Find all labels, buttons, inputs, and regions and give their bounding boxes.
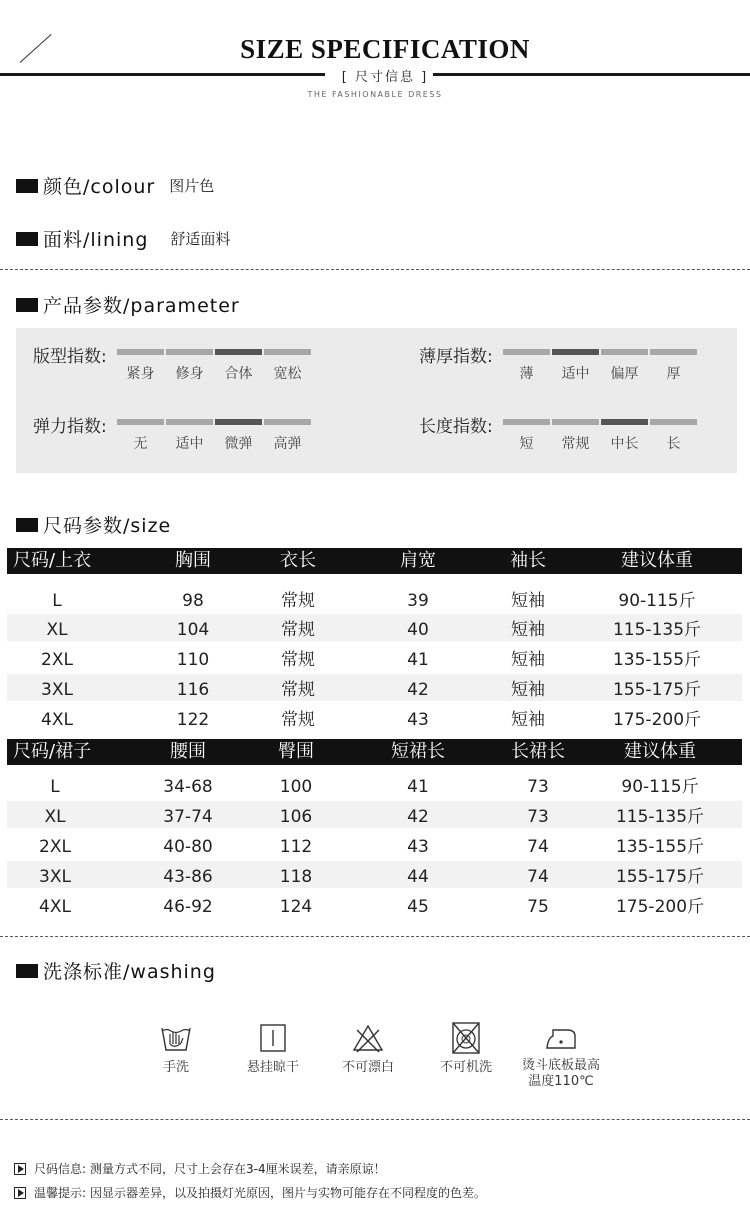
table-cell: L (50, 777, 60, 797)
table-cell: 90-115斤 (621, 777, 699, 797)
table-cell: 短袖 (511, 650, 545, 670)
parameter-scale-segment (215, 349, 262, 355)
table-cell: 40 (407, 620, 429, 640)
table-cell: 110 (176, 650, 210, 670)
parameter-option-label: 修身 (175, 366, 204, 382)
iron-item (518, 1022, 604, 1090)
table-cell: XL (44, 807, 66, 827)
table-cell: 4XL (39, 897, 71, 917)
table-cell: 106 (279, 807, 313, 827)
table-row (7, 801, 742, 828)
table-header-cell: 建议体重 (624, 741, 696, 762)
parameter-option-label: 常规 (561, 436, 590, 452)
tip-note (14, 1184, 486, 1201)
table-row (7, 704, 742, 731)
table-cell: 42 (407, 807, 429, 827)
table-cell: 74 (527, 867, 549, 887)
table-cell: 104 (176, 620, 210, 640)
colour-row (16, 172, 214, 199)
table-row (7, 831, 742, 858)
table-header-cell: 袖长 (510, 550, 546, 571)
no-bleach-icon (350, 1022, 386, 1054)
table-cell: 常规 (281, 620, 315, 640)
parameter-option-label: 高弹 (273, 436, 302, 452)
table-cell: 常规 (281, 710, 315, 730)
table-cell: 118 (279, 867, 313, 887)
table-header-cell: 臀围 (278, 741, 314, 762)
table-cell: 2XL (41, 650, 73, 670)
table-cell: 115-135斤 (615, 807, 705, 827)
parameter-option-label: 薄 (519, 366, 534, 382)
play-arrow-icon (14, 1187, 26, 1199)
table-cell: 41 (407, 777, 429, 797)
table-cell: 124 (279, 897, 313, 917)
tip-note-text: 因显示器差异，以及拍摄灯光原因，图片与实物可能存在不同程度的色差。 (90, 1186, 487, 1200)
table-cell: 73 (527, 777, 549, 797)
parameter-scale-segment (650, 349, 697, 355)
table-row (7, 644, 742, 671)
table-row (7, 861, 742, 888)
parameter-option-label: 中长 (610, 436, 639, 452)
no-machine-wash-item (438, 1022, 494, 1076)
table-cell: 46-92 (163, 897, 213, 917)
lining-label: 面料/lining (43, 229, 149, 251)
table-cell: 2XL (39, 837, 71, 857)
table-cell: 135-155斤 (615, 837, 705, 857)
table-cell: 175-200斤 (615, 897, 705, 917)
parameter-option-label: 紧身 (126, 366, 155, 382)
table-cell: 100 (279, 777, 313, 797)
table-cell: 135-155斤 (612, 650, 702, 670)
parameter-scale-segment (503, 349, 550, 355)
table-cell: 44 (407, 867, 429, 887)
subtitle-cn: [ 尺寸信息 ] (341, 70, 429, 85)
hang-dry-label: 悬挂晾干 (246, 1060, 299, 1075)
table-row (7, 891, 742, 918)
table-cell: 3XL (39, 867, 71, 887)
parameter-option-label: 微弹 (224, 436, 253, 452)
table-row (7, 674, 742, 701)
parameter-group-label: 版型指数: (33, 347, 107, 367)
no-machine-wash-icon (448, 1022, 484, 1054)
table-header-cell: 建议体重 (621, 550, 693, 571)
table-cell: 112 (279, 837, 313, 857)
size-label: 尺码参数/size (43, 515, 172, 537)
parameter-scale-segment (552, 419, 599, 425)
washing-label: 洗涤标准/washing (43, 961, 216, 983)
table-row (7, 771, 742, 798)
table-header-cell: 长裙长 (511, 741, 565, 762)
divider (0, 1119, 750, 1120)
table-cell: 115-135斤 (612, 620, 702, 640)
table-header-cell: 衣长 (280, 550, 316, 571)
parameter-option-label: 适中 (561, 366, 590, 382)
parameter-scale-segment (117, 349, 164, 355)
table-cell: 73 (527, 807, 549, 827)
iron-label-2: 温度110℃ (528, 1074, 594, 1089)
hand-wash-label: 手洗 (162, 1060, 189, 1075)
parameter-option-label: 宽松 (273, 366, 302, 382)
table-cell: 90-115斤 (618, 591, 696, 611)
table-cell: 98 (182, 591, 204, 611)
iron-icon (543, 1022, 579, 1054)
parameter-option-label: 合体 (224, 366, 253, 382)
parameter-group-label: 薄厚指数: (419, 347, 493, 367)
parameter-scale-segment (503, 419, 550, 425)
section-marker-icon (16, 232, 38, 246)
table-header-row (7, 739, 742, 765)
section-marker-icon (16, 964, 38, 978)
table-cell: L (52, 591, 62, 611)
parameter-group-label: 长度指数: (419, 417, 493, 437)
table-cell: 175-200斤 (612, 710, 702, 730)
table-header-cell: 尺码/裙子 (13, 741, 92, 762)
divider (0, 936, 750, 937)
table-row (7, 614, 742, 641)
table-header-cell: 尺码/上衣 (13, 550, 92, 571)
table-cell: 34-68 (163, 777, 213, 797)
table-header-cell: 短裙长 (391, 741, 445, 762)
parameter-scale-segment (166, 419, 213, 425)
parameter-option-label: 无 (133, 436, 148, 452)
colour-label: 颜色/colour (43, 176, 156, 198)
colour-value: 图片色 (169, 177, 215, 195)
table-cell: 116 (176, 680, 210, 700)
hand-wash-icon (158, 1022, 194, 1054)
table-header-row (7, 548, 742, 574)
parameter-option-label: 短 (519, 436, 534, 452)
subtitle-en: THE FASHIONABLE DRESS (307, 90, 443, 99)
table-row (7, 585, 742, 612)
table-cell: 40-80 (163, 837, 213, 857)
divider (0, 269, 750, 270)
hang-dry-icon (255, 1022, 291, 1054)
table-cell: 常规 (281, 591, 315, 611)
parameter-heading (16, 291, 240, 318)
tip-note-label: 温馨提示: (34, 1186, 87, 1200)
table-cell: 43-86 (163, 867, 213, 887)
table-cell: 3XL (41, 680, 73, 700)
parameter-scale-segment (117, 419, 164, 425)
table-cell: 常规 (281, 680, 315, 700)
table-cell: 155-175斤 (615, 867, 705, 887)
no-machine-wash-label: 不可机洗 (439, 1060, 492, 1075)
parameter-option-label: 适中 (175, 436, 204, 452)
lining-row (16, 225, 230, 252)
parameter-group-label: 弹力指数: (33, 417, 107, 437)
table-cell: 122 (176, 710, 210, 730)
table-cell: 短袖 (511, 680, 545, 700)
table-cell: 37-74 (163, 807, 213, 827)
parameter-scale-segment (264, 349, 311, 355)
table-cell: 45 (407, 897, 429, 917)
parameter-option-label: 偏厚 (610, 366, 639, 382)
table-cell: 43 (407, 710, 429, 730)
table-cell: 短袖 (511, 591, 545, 611)
washing-heading (16, 957, 216, 984)
table-cell: 39 (407, 591, 429, 611)
page-title: SIZE SPECIFICATION (240, 34, 530, 64)
no-bleach-item (340, 1022, 396, 1076)
parameter-scale-segment (601, 419, 648, 425)
table-header-cell: 腰围 (170, 741, 206, 762)
no-bleach-label: 不可漂白 (341, 1060, 394, 1075)
table-cell: 75 (527, 897, 549, 917)
size-heading (16, 511, 171, 538)
hand-wash-item (156, 1022, 196, 1076)
parameter-scale-segment (552, 349, 599, 355)
size-note-label: 尺码信息: (34, 1162, 87, 1176)
parameter-option-label: 长 (666, 436, 681, 452)
table-cell: 43 (407, 837, 429, 857)
table-header-cell: 胸围 (175, 550, 211, 571)
lining-value: 舒适面料 (170, 230, 231, 248)
table-cell: 42 (407, 680, 429, 700)
section-marker-icon (16, 518, 38, 532)
table-cell: XL (46, 620, 68, 640)
table-cell: 41 (407, 650, 429, 670)
parameter-scale-segment (166, 349, 213, 355)
parameter-option-label: 厚 (666, 366, 681, 382)
table-cell: 常规 (281, 650, 315, 670)
section-marker-icon (16, 298, 38, 312)
table-header-cell: 肩宽 (400, 550, 436, 571)
table-cell: 短袖 (511, 710, 545, 730)
table-cell: 155-175斤 (612, 680, 702, 700)
parameter-label: 产品参数/parameter (43, 295, 240, 317)
section-marker-icon (16, 179, 38, 193)
iron-label: 烫斗底板最高 (521, 1058, 600, 1073)
table-cell: 短袖 (511, 620, 545, 640)
table-cell: 4XL (41, 710, 73, 730)
parameter-scale-segment (650, 419, 697, 425)
parameter-scale-segment (264, 419, 311, 425)
size-note-text: 测量方式不同，尺寸上会存在3-4厘米误差，请亲原谅！ (90, 1162, 386, 1176)
size-note (14, 1160, 386, 1177)
parameter-scale-segment (215, 419, 262, 425)
play-arrow-icon (14, 1163, 26, 1175)
parameter-scale-segment (601, 349, 648, 355)
hang-dry-item (242, 1022, 304, 1076)
table-cell: 74 (527, 837, 549, 857)
